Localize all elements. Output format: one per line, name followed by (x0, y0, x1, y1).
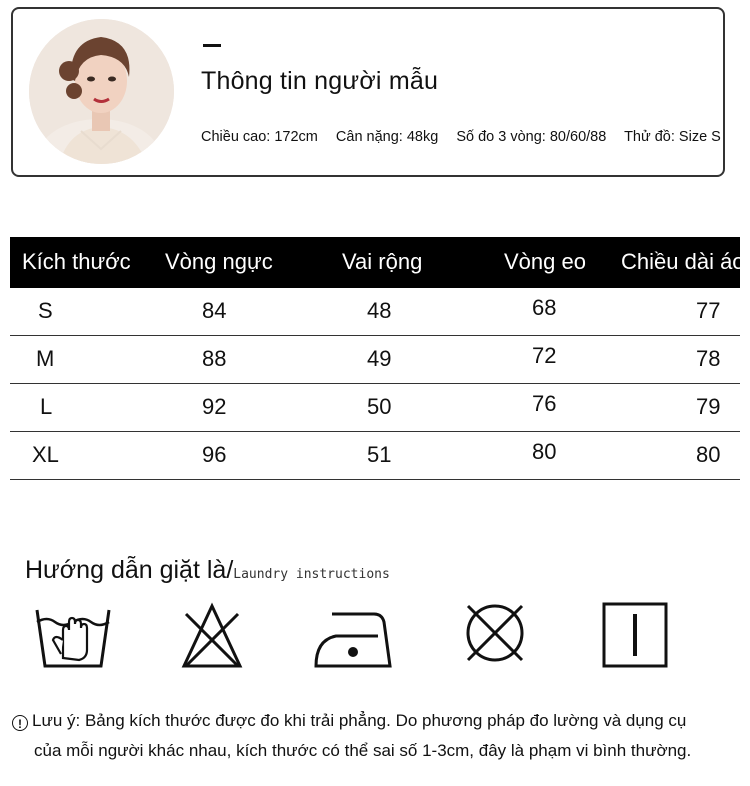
cell-bust: 96 (202, 442, 227, 467)
model-measurements: Số đo 3 vòng: 80/60/88 (456, 129, 607, 145)
cell-waist: 72 (532, 343, 557, 368)
cell-length: 80 (696, 442, 721, 467)
info-icon: ! (12, 715, 28, 731)
header-waist: Vòng eo (504, 249, 586, 274)
cell-bust: 92 (202, 394, 227, 419)
note-text-1: Lưu ý: Bảng kích thước được đo khi trải phẳng. Do phương pháp đo lường và dụng cụ (32, 711, 687, 730)
table-row (10, 432, 740, 480)
model-size-tried: Thử đồ: Size S (624, 129, 721, 145)
table-row (10, 288, 740, 336)
cell-bust: 88 (202, 346, 227, 371)
cell-length: 78 (696, 346, 721, 371)
cell-shoulder: 50 (367, 394, 392, 419)
header-bust: Vòng ngực (165, 249, 273, 274)
laundry-title-vi: Hướng dẫn giặt là (25, 556, 227, 584)
note-line-2: của mỗi người khác nhau, kích thước có thể sai số 1-3cm, đây là phạm vi bình thường. (34, 741, 692, 760)
cell-size: M (36, 346, 55, 371)
note-line-1 (12, 706, 732, 736)
laundry-title-en: Laundry instructions (233, 567, 390, 582)
size-table (10, 237, 745, 480)
model-info-card (11, 7, 725, 177)
header-length: Chiều dài áo (621, 249, 745, 274)
cell-waist: 68 (532, 295, 557, 320)
cell-size: S (38, 298, 53, 323)
cell-length: 77 (696, 298, 721, 323)
size-note (12, 706, 732, 766)
model-weight: Cân nặng: 48kg (335, 129, 439, 145)
cell-waist: 80 (532, 439, 557, 464)
cell-size: XL (32, 442, 59, 467)
model-height: Chiều cao: 172cm (201, 129, 318, 145)
cell-waist: 76 (532, 391, 557, 416)
size-table-header (10, 237, 745, 288)
cell-shoulder: 49 (367, 346, 392, 371)
cell-bust: 84 (202, 298, 227, 323)
cell-size: L (40, 394, 53, 419)
no-bleach-icon (180, 600, 244, 672)
cell-shoulder: 51 (367, 442, 392, 467)
cell-length: 79 (696, 394, 721, 419)
header-shoulder: Vai rộng (342, 249, 423, 274)
title-separator: / (226, 556, 234, 584)
cell-shoulder: 48 (367, 298, 392, 323)
title-dash (203, 44, 221, 47)
header-size: Kích thước (22, 249, 131, 274)
hand-wash-icon (35, 600, 111, 672)
table-row (10, 336, 740, 384)
iron-medium-icon (312, 600, 394, 672)
model-stats (201, 129, 721, 145)
model-info-title: Thông tin người mẫu (201, 67, 439, 95)
model-avatar (29, 19, 174, 164)
table-row (10, 384, 740, 432)
no-dry-clean-icon (462, 600, 528, 666)
line-dry-icon (602, 600, 668, 668)
laundry-title (25, 556, 390, 585)
